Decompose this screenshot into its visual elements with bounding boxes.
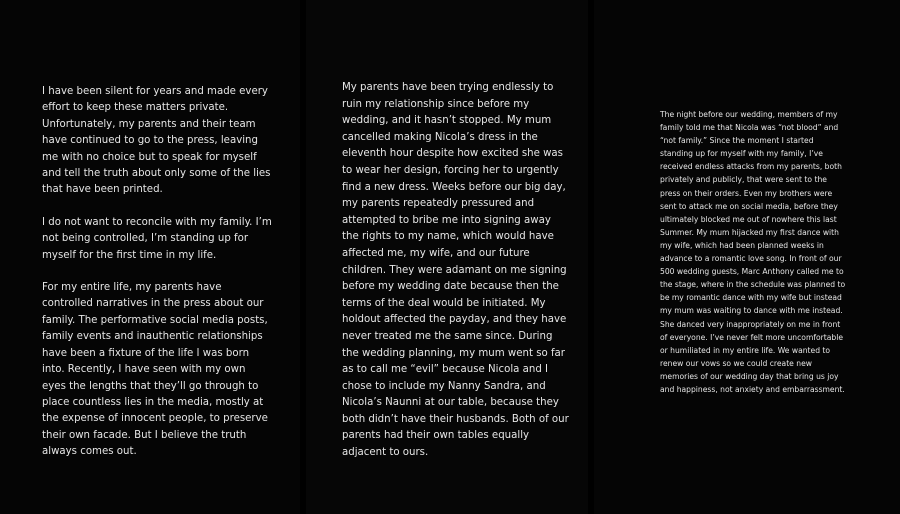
paragraph-3: For my entire life, my parents have controlled narratives in the press about our family. The performative social media posts, family events and inauthentic relationships have been a fixture of the life I was born into. Recently, I have seen with my own eyes the lengths that they’ll go through to place countless lies in the media, mostly at the expense of innocent people, to preserve their own facade. But I believe the truth always comes out.	[42, 282, 268, 458]
statement-column-3	[660, 108, 846, 396]
paragraph-2: I do not want to reconcile with my family. I’m not being controlled, I’m standing up for myself for the first time in my life.	[42, 216, 272, 261]
paragraph-1: I have been silent for years and made every effort to keep these matters private. Unfortunately, my parents and their team have continued to go to the press, leaving me with no choice but to speak for myself and tell the truth about only some of the lies that have been printed.	[42, 86, 271, 196]
statement-column-2	[342, 80, 570, 462]
paragraph-5: The night before our wedding, members of my family told me that Nicola was “not blood” and “not family.” Since the moment I started standing up for myself with my family, I’ve received endless attacks from my parents, both privately and publicly, that were sent to the press on their orders. Even my brothers were sent to attack me on social media, before they ultimately blocked me out of nowhere this last Summer. My mum hijacked my first dance with my wife, which had been planned weeks in advance to a romantic love song. In front of our 500 wedding guests, Marc Anthony called me to the stage, where in the schedule was planned to be my romantic dance with my wife but instead my mum was waiting to dance with me instead. She danced very inappropriately on me in front of everyone. I’ve never felt more uncomfortable or humiliated in my entire life. We wanted to renew our vows so we could create new memories of our wedding day that bring us joy and happiness, not anxiety and embarrassment.	[660, 110, 846, 394]
statement-column-1	[42, 84, 272, 461]
paragraph-4: My parents have been trying endlessly to ruin my relationship since before my wedding, and it hasn’t stopped. My mum cancelled making Nicola’s dress in the eleventh hour despite how excited she was to wear her design, forcing her to urgently find a new dress. Weeks before our big day, my parents repeatedly pressured and attempted to bribe me into signing away the rights to my name, which would have affected me, my wife, and our future children. They were adamant on me signing before my wedding date because then the terms of the deal would be initiated. My holdout affected the payday, and they have never treated me the same since. During the wedding planning, my mum went so far as to call me “evil” because Nicola and I chose to include my Nanny Sandra, and Nicola’s Naunni at our table, because they both didn’t have their husbands. Both of our parents had their own tables equally adjacent to ours.	[342, 82, 569, 459]
